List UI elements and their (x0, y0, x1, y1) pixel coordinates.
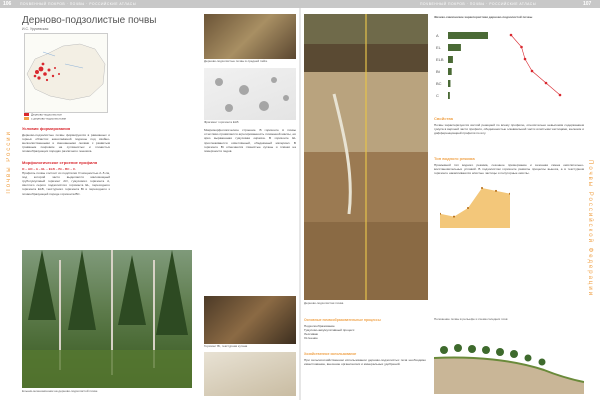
ph-point (520, 46, 523, 49)
humus-bar (448, 92, 450, 99)
formation-section (22, 126, 110, 153)
legend-swatch (24, 113, 29, 116)
properties-section (434, 116, 584, 135)
aggregate-photo (204, 296, 296, 344)
chart-category-label: ELB (436, 57, 444, 62)
forest-caption: Ельник-зеленомошник на дерново-подзолистой почве (22, 389, 98, 393)
photo-caption: Горизонт Bt, текстурная кутана (204, 344, 248, 348)
clay-point (495, 190, 497, 192)
section-text: Микроморфологическое строение. В горизонте А почвы отчетливо проявляется агрегированность почвенной массы, её ярко выраженная гумусовая окраска. В горизонте EL прослеживается осветлённый, обеднённый материал. В горизонте Bt отмечаются глинистые кутаны и плёнки на поверхности педов. (204, 128, 296, 153)
section-heading: Хозяйственное использование (304, 352, 357, 356)
humus-bar (448, 44, 461, 51)
chart-category-label: Bt (436, 69, 440, 74)
right-running-head: ПОЧВЕННЫЙ ПОКРОВ · ПОЧВЫ · РОССИЙСКИЕ АТЛАСЫ (420, 1, 537, 6)
ph-line (511, 35, 560, 95)
left-page-number: 106 (3, 1, 12, 7)
photo-caption: Дерново-подзолистые почвы в средней тайге (204, 59, 268, 63)
chart-category-label: A (436, 33, 439, 38)
process-item: Гумусово-аккумулятивный процесс (304, 327, 355, 332)
ph-point (559, 94, 562, 97)
legend-item: Дерново-подзолистые (24, 113, 108, 117)
soil-profile-photo (304, 14, 428, 300)
ph-point (531, 70, 534, 73)
left-vertical-label: Почвы России (6, 130, 12, 194)
section-text: При сельскохозяйственном использовании дерново-подзолистых почв необходимо известкование, внесение органических и минеральных удобрений. (304, 357, 426, 366)
root-photo (204, 14, 296, 59)
dynamics-section (434, 156, 584, 175)
right-vertical-label: Почвы Российской Федерации (587, 160, 593, 298)
section-text: Профиль почвы состоит из подстилки О мощностью 2–5 см, под которой часто выделяется маломощный грубогумусовый горизонт АО, гумусового горизонта А, светлого серого подзолистого горизонта EL, переходного горизонта ELB, текстурного горизонта Bt и переходного к почвообразующей породе горизонта ВС. (22, 170, 110, 196)
section-heading: Свойства (434, 116, 454, 121)
spread-gutter (299, 8, 301, 400)
ph-point (524, 58, 527, 61)
clay-point (481, 187, 483, 189)
distribution-map (24, 33, 108, 113)
process-item: Оглеение (304, 336, 318, 341)
section-heading: Условия формирования (22, 126, 71, 131)
map-legend (24, 113, 108, 121)
section-heading: Морфологическое строение профиля (22, 160, 98, 165)
humus-bar (448, 56, 453, 63)
section-text: Дерново-подзолистые почвы формируются в равнинных и горных областях южнотаёжной подзоны под хвойно-мелколиственными и смешанными лесами с развитым травяным покровом на суглинистых и глинистых почвообразующих породах различного генезиса. (22, 132, 110, 154)
humus-bar (448, 80, 450, 87)
clay-area (440, 188, 510, 228)
chart-category-label: EL (436, 45, 441, 50)
cutan-photo (204, 352, 296, 396)
use-section (304, 352, 426, 366)
profile-formula: О – AO – A – EL – ELB – Bt – BC – C. (22, 166, 77, 171)
process-item: Подзолообразование (304, 323, 335, 328)
legend-item: с дерново-подзолистыми (24, 117, 108, 121)
left-running-head: ПОЧВЕННЫЙ ПОКРОВ · ПОЧВЫ · РОССИЙСКИЕ АТЛАСЫ (20, 1, 137, 6)
photo-caption: Фрагмент горизонта ELB (204, 120, 239, 124)
micrograph-photo (204, 68, 296, 120)
middle-text-block (204, 128, 296, 153)
clay-point (467, 207, 469, 209)
ph-point (545, 82, 548, 85)
clay-point (453, 216, 455, 218)
curve-chart (440, 184, 510, 228)
chart-category-label: C (436, 93, 439, 98)
ph-point (510, 34, 513, 37)
section-heading: Основные почвообразовательные процессы (304, 318, 381, 322)
right-page-number: 107 (583, 1, 592, 7)
photo-caption: Дерново-подзолистая почва (304, 301, 344, 305)
section-text: Промывной тип водного режима, сезонное промерзание и сезонная смена окислительно-восстановительных условий. В подзолистом горизонте развиты процессы выноса, а в текстурном горизонте накапливаются илистые частицы и полуторные окислы. (434, 162, 584, 175)
processes-section (304, 318, 426, 340)
section-heading: Тип водного режима (434, 156, 475, 161)
humus-bar (448, 68, 452, 75)
chart-title: Физико-химические характеристики дерново-подзолистой почвы (434, 15, 533, 19)
forest-photo (22, 250, 192, 388)
process-item: Лессиваж (304, 331, 318, 336)
humus-bar (448, 32, 488, 39)
section-text: Почвы характеризуются кислой реакцией по всему профилю, относительно невысоким содержанием гумуса в верхней части профиля, обеднённостью элювиальной части илистыми частицами, железом и дифференциацией профиля по илу. (434, 122, 584, 135)
diagram-title: Положение почвы в рельефе и схема соседних почв (434, 317, 508, 321)
author: И.С. Урусевская (22, 27, 49, 31)
legend-swatch (24, 117, 29, 120)
page-title: Дерново-подзолистые почвы (22, 15, 157, 26)
properties-chart (434, 24, 584, 112)
profile-section (22, 160, 110, 196)
landscape-diagram (434, 328, 584, 394)
chart-category-label: BC (436, 81, 442, 86)
